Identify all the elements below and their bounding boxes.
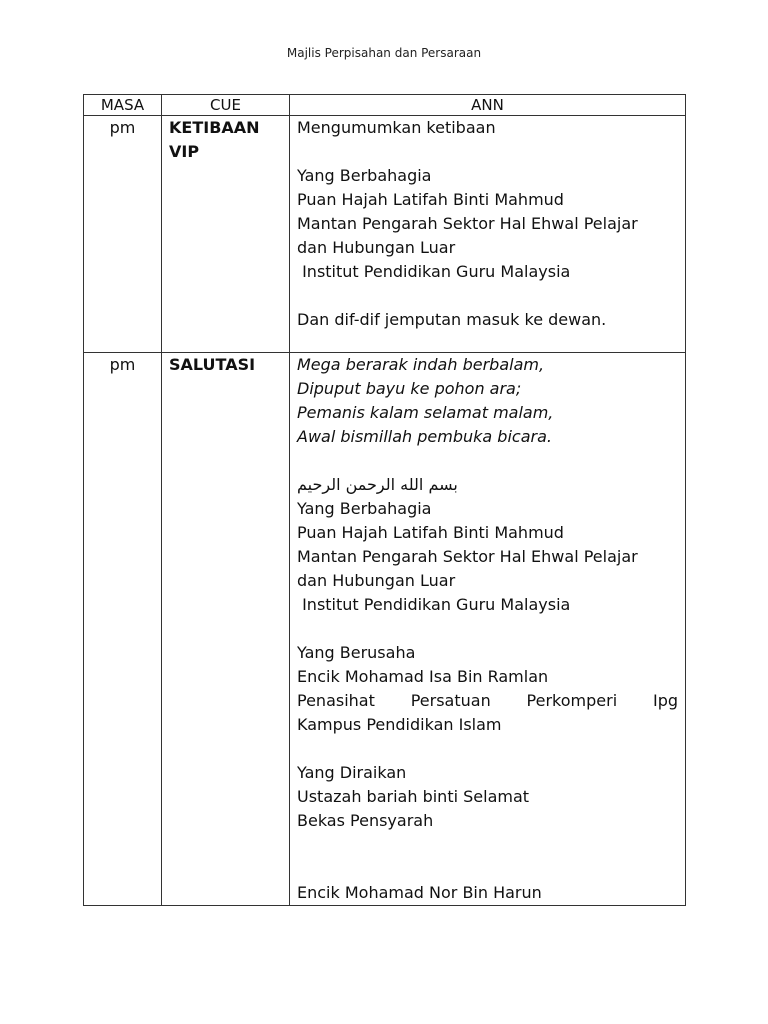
table-header-row [84,95,686,116]
ann-line: Penasihat Persatuan Perkomperi Ipg [297,691,678,710]
ann-line: Bekas Pensyarah [297,811,434,830]
pantun-line: Pemanis kalam selamat malam, [297,403,554,422]
ann-line: Yang Berbahagia [297,499,432,518]
ann-line: Encik Mohamad Isa Bin Ramlan [297,667,549,686]
ann-line: Mantan Pengarah Sektor Hal Ehwal Pelajar [297,547,638,566]
ann-line: Encik Mohamad Nor Bin Harun [297,883,542,902]
ann-cell [290,353,686,906]
pantun-line: Mega berarak indah berbalam, [297,355,545,374]
ann-line: Mantan Pengarah Sektor Hal Ehwal Pelajar [297,214,638,233]
column-header-ann: ANN [290,95,686,116]
ann-line: Institut Pendidikan Guru Malaysia [297,595,571,614]
ann-line: Institut Pendidikan Guru Malaysia [297,262,571,281]
ann-line: Kampus Pendidikan Islam [297,715,502,734]
masa-cell: pm [84,353,162,906]
ann-line: Yang Diraikan [297,763,407,782]
masa-cell: pm [84,116,162,353]
ann-line: Mengumumkan ketibaan [297,118,496,137]
column-header-masa: MASA [84,95,162,116]
column-header-cue: CUE [162,95,290,116]
cue-cell [162,116,290,353]
pantun-line: Dipuput bayu ke pohon ara; [297,379,522,398]
cue-label: KETIBAAN VIP [169,118,260,161]
ann-line: Dan dif-dif jemputan masuk ke dewan. [297,310,607,329]
ann-line: Puan Hajah Latifah Binti Mahmud [297,190,564,209]
ann-line: dan Hubungan Luar [297,571,456,590]
page-header: Majlis Perpisahan dan Persaraan [286,46,482,60]
table-row [84,116,686,353]
cue-cell [162,353,290,906]
ann-line: Ustazah bariah binti Selamat [297,787,530,806]
ann-cell [290,116,686,353]
programme-table [83,94,686,906]
ann-line: Yang Berusaha [297,643,416,662]
ann-line: Yang Berbahagia [297,166,432,185]
ann-line: Puan Hajah Latifah Binti Mahmud [297,523,564,542]
ann-line: dan Hubungan Luar [297,238,456,257]
cue-label: SALUTASI [169,355,256,374]
pantun-line: Awal bismillah pembuka bicara. [297,427,552,446]
basmala-line: بسم الله الرحمن الرحيم [297,475,458,494]
table-row [84,353,686,906]
